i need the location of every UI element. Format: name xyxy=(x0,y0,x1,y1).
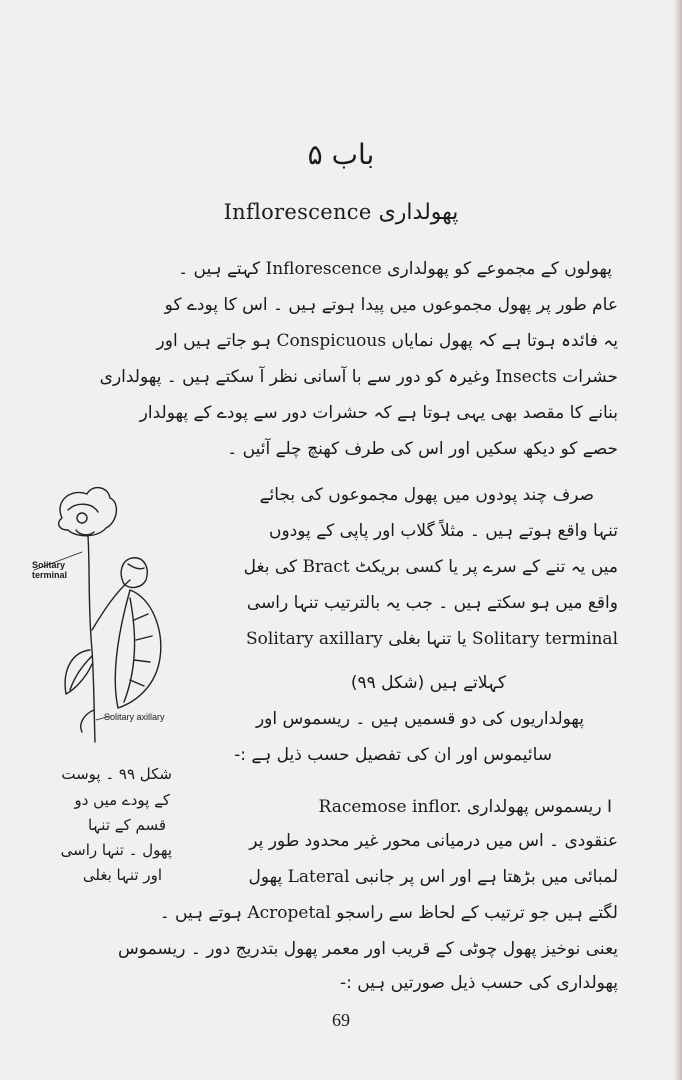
text-line: عام طور پر پھول مجموعوں میں پیدا ہوتے ہیں ۔ اس کا پودے کو xyxy=(164,295,618,315)
poppy-illustration xyxy=(32,480,210,750)
text-line: پھولوں کے مجموعے کو پھولداری Inflorescence کہتے ہیں ۔ xyxy=(178,259,612,279)
figure-caption-line: کے پودے میں دو xyxy=(74,791,170,809)
text-line: تنہا واقع ہوتے ہیں ۔ مثلاً گلاب اور پاپی کے پودوں xyxy=(269,521,618,541)
poppy-figure xyxy=(32,480,210,750)
section-title xyxy=(0,200,682,225)
text-line: کہلاتے ہیں (شکل ۹۹) xyxy=(350,673,506,693)
figure-caption-line: شکل ۹۹ ۔ پوست xyxy=(61,765,172,783)
text-line: بنانے کا مقصد بھی یہی ہوتا ہے کہ حشرات دور سے پودے کے پھولدار xyxy=(139,403,618,423)
text-line: لگتے ہیں جو ترتیب کے لحاظ سے راسجو Acropetal ہوتے ہیں ۔ xyxy=(159,903,618,923)
figure-caption-line: پھول ۔ تنہا راسی xyxy=(60,841,172,859)
text-line: میں یہ تنے کے سرے پر یا کسی بریکٹ Bract کی بغل xyxy=(243,557,618,577)
text-line: عنقودی ۔ اس میں درمیانی محور غیر محدود طور پر xyxy=(249,831,618,851)
page-number: 69 xyxy=(332,1010,350,1030)
figure-caption-line: اور تنہا بغلی xyxy=(82,866,162,884)
figure-caption-line: قسم کے تنہا xyxy=(87,816,166,834)
text-line: لمبائی میں بڑھتا ہے اور اس پر جانبی Lateral پھول xyxy=(248,867,618,887)
text-line: واقع میں ہو سکتے ہیں ۔ جب یہ بالترتیب تنہا راسی xyxy=(246,593,618,613)
text-line: Solitary terminal یا تنہا بغلی Solitary axillary xyxy=(246,629,618,649)
text-line: پھولداری کی حسب ذیل صورتیں ہیں :- xyxy=(339,973,618,993)
text-line: حشرات Insects وغیرہ کو دور سے با آسانی نظر آ سکتے ہیں ۔ پھولداری xyxy=(99,367,618,387)
text-line: یہ فائدہ ہوتا ہے کہ پھول نمایاں Conspicuous ہو جاتے ہیں اور xyxy=(156,331,618,351)
racemose-heading: I ریسموس پھولداری Racemose inflor. xyxy=(318,797,612,817)
text-line: سائیموس اور ان کی تفصیل حسب ذیل ہے :- xyxy=(234,745,552,765)
section-title-urdu: پھولداری xyxy=(378,200,459,225)
section-title-english: Inflorescence xyxy=(223,200,372,224)
label-solitary-axillary: Solitary axillary xyxy=(104,712,165,722)
chapter-heading: باب ۵ xyxy=(307,138,375,171)
label-solitary-terminal: Solitary terminal xyxy=(32,560,68,580)
page-edge xyxy=(674,0,682,1080)
text-line: صرف چند پودوں میں پھول مجموعوں کی بجائے xyxy=(259,485,594,505)
text-line: پھولداریوں کی دو قسمیں ہیں ۔ ریسموس اور xyxy=(255,709,584,729)
text-line: حصے کو دیکھ سکیں اور اس کی طرف کھنچ چلے آئیں ۔ xyxy=(227,439,618,459)
text-line: یعنی نوخیز پھول چوٹی کے قریب اور معمر پھول بتدریج دور ۔ ریسموس xyxy=(118,939,618,959)
